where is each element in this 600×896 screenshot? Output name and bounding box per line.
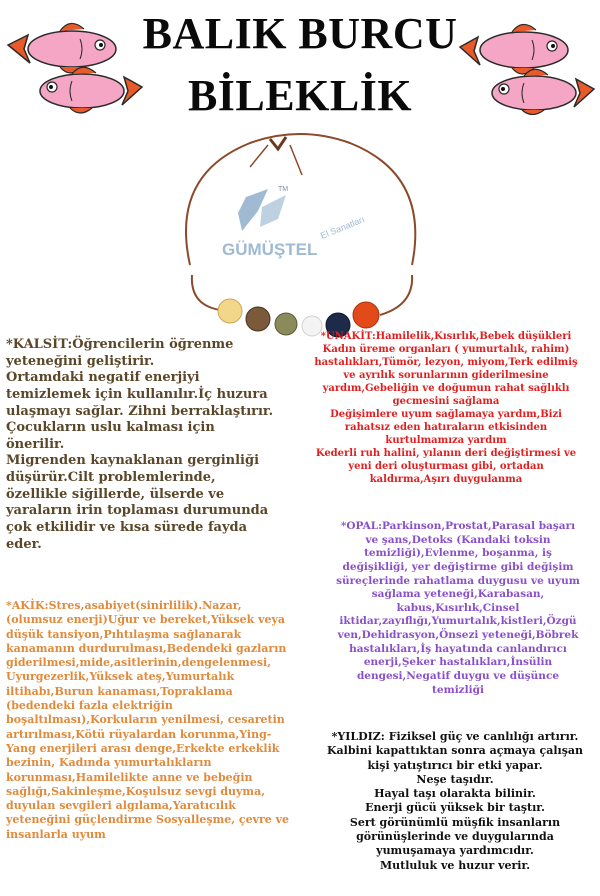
page-title-line-2: BİLEKLİK xyxy=(187,71,413,120)
agate-bead xyxy=(246,307,270,331)
unakite-bead xyxy=(275,313,297,335)
bracelet-image xyxy=(150,115,450,345)
logo-subtitle: El Sanatları xyxy=(319,214,366,241)
akik-description: *AKİK:Stres,asabiyet(sinirlilik).Nazar, (olumsuz enerji)Uğur ve bereket,Yüksek veya düşük tansiyon,Pıhtılaşma sağlanarak kanamanın durdurulması,Bedendeki gazların giderilmesi,mide,asitlerinin,dengelenmesi, Uyurgezerlik,Yüksek ateş,Yumurtalık iltihabı,Burun kanaması,Topraklama (bedendeki fazla elektriğin boşaltılması),Korkuların yenilmesi, cesaretin artırılması,Kötü rüyalardan korunma,Ying- Yang enerjileri arası denge,Erkekte erkeklik bezinin, Kadında yumurtalıkların korunması,Hamilelikte anne ve bebeğin sağlığı,Sakinleşme,Koşulsuz sevgi duyma, duyulan sevgileri algılama,Yaratıcılık yeteneğini güçlendirme Sosyalleşme, çevre ve insanlarla uyum xyxy=(6,599,289,841)
yildiz-description: *YILDIZ: Fiziksel güç ve canlılığı artırır. Kalbini kapattıktan sonra açmaya çalışan kişi yatıştırıcı bir etki yapar. Neşe taşıdır. Hayal taşı olarakta bilinir. Enerji gücü yüksek bir taştır. Sert görünümlü müşfik insanların görünüşlerinde ve duygularında yumuşamaya yardımcıdır. Mutluluk ve huzur verir. xyxy=(326,730,584,872)
carnelian-bead xyxy=(353,302,379,328)
gumustel-logo xyxy=(222,186,366,259)
page-title-line-1: BALIK BURCU xyxy=(142,9,458,58)
opal-description: *OPAL:Parkinson,Prostat,Parasal başarı ve şans,Detoks (Kandaki toksin temizliği),Evlenme, boşanma, iş değişikliği, yer değiştirme gibi değişim süreçlerinde rahatlama duygusu ve uyum sağlama yeteneği,Karabasan, kabus,Kısırlık,Cinsel iktidar,zayıflığı,Yumurtalık,kistleri,Özgü ven,Dehidrasyon,Önsezi yeteneği,Böbrek hastalıkları,İş hayatında canlandırıcı enerji,Şeker hastalıkları,İnsülin dengesi,Negatif duygu ve düşünce temizliği xyxy=(336,520,580,696)
logo-tm: TM xyxy=(278,186,289,193)
calcite-bead xyxy=(218,299,242,323)
kalsit-description: *KALSİT:Öğrencilerin öğrenme yeteneğini geliştirir. Ortamdaki negatif enerjiyi temizlemek için kullanılır.İç huzura ulaşmayı sağlar. Zihni berraklaştırır. Çocukların uslu kalması için önerilir. Migrenden kaynaklanan gerginliği düşürür.Cilt problemlerinde, özellikle siğillerde, ülserde ve yaraların irin toplaması durumunda çok etkilidir ve kısa sürede fayda eder. xyxy=(6,337,274,552)
logo-brand: GÜMÜŞTEL xyxy=(222,240,318,259)
unakit-description: *UNAKİT:Hamilelik,Kısırlık,Bebek düşükleri Kadın üreme organları ( yumurtalık, rahim) hastalıkları,Tümör, lezyon, miyom,Terk edilmiş ve ayrılık sorunlarının giderilmesine yardım,Gebeliğin ve doğumun rahat sağlıklı gecmesini sağlama Değişimlere uyum sağlamaya yardım,Bizi rahatsız eden hatıraların etkisinden kurtulmamıza yardım Kederli ruh halini, yılanın deri değiştirmesi ve yeni deri oluşturması gibi, ortadan kaldırma,Aşırı duygulanma xyxy=(314,331,578,485)
